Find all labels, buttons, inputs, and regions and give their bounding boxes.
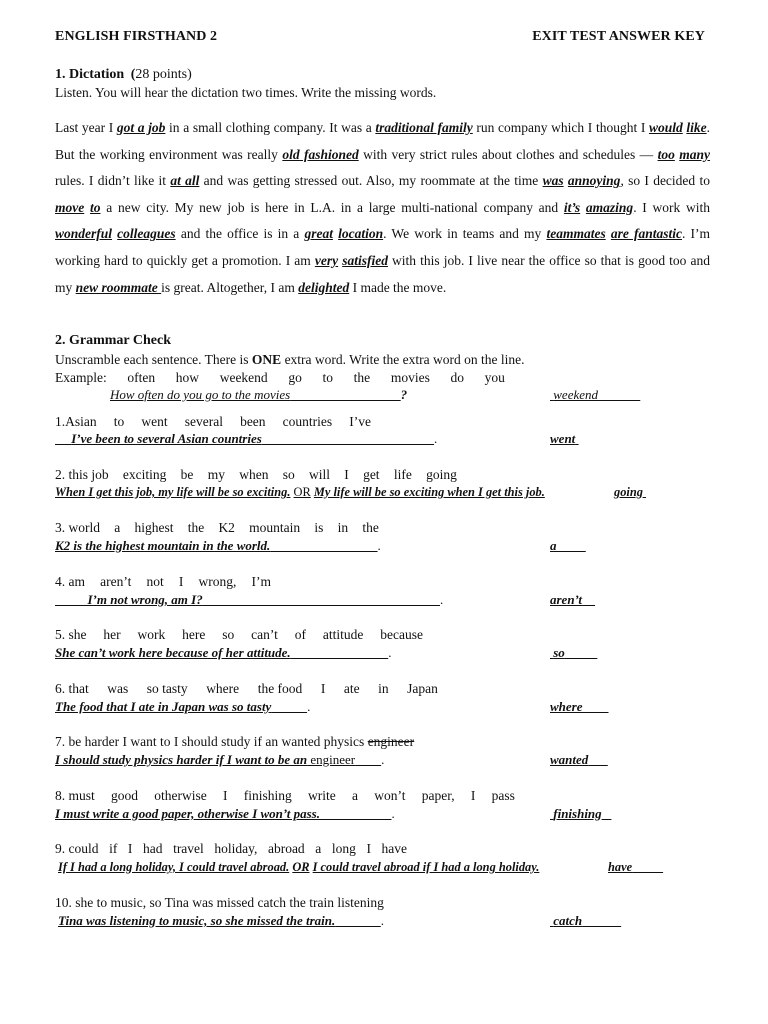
item-1-answer: I’ve been to several Asian countries .: [71, 431, 438, 446]
item-9-scrambled: 9. could if I had travel holiday, abroad a long I have: [55, 841, 407, 856]
dictation-answer: very: [314, 252, 339, 268]
dictation-text: with this job. I live near the office so that is good too and my: [55, 252, 711, 295]
dictation-answer: it’s: [563, 199, 581, 215]
item-4-answer: I’m not wrong, am I? .: [87, 592, 444, 607]
dictation-text: . I work with: [633, 199, 711, 215]
item-8-scrambled: 8. must good otherwise I finishing write a won’t paper, I pass: [55, 788, 515, 803]
item-4-scrambled: 4. am aren’t not I wrong, I’m: [55, 574, 271, 589]
item-5-answer: She can’t work here because of her attitude. .: [55, 645, 392, 660]
item-7-extra-word: wanted: [550, 752, 589, 767]
item-5-scrambled: 5. she her work here so can’t of attitude because: [55, 627, 423, 642]
dictation-answer: traditional family: [375, 120, 473, 135]
section-1-points: 28 points): [135, 67, 192, 82]
dictation-answer: was: [542, 173, 564, 189]
example-scrambled: Example: often how weekend go to the movies do you: [55, 370, 505, 385]
item-10-answer: Tina was listening to music, so she missed the train. .: [58, 913, 385, 928]
section-2-heading: 2. Grammar Check: [55, 333, 171, 348]
dictation-answer: old fashioned: [282, 146, 359, 162]
dictation-text: rules. I didn’t like it: [55, 173, 171, 189]
item-7-scrambled: 7. be harder I want to I should study if an wanted physics engineer: [55, 734, 415, 749]
dictation-text: run company which I thought I: [472, 120, 649, 135]
item-6-scrambled: 6. that was so tasty where the food I ate in Japan: [55, 681, 438, 696]
dictation-text: with very strict rules about clothes and schedules —: [358, 146, 658, 162]
dictation-text: and the office is in a: [175, 226, 305, 242]
dictation-paragraph: [55, 115, 710, 301]
dictation-answer: move: [55, 199, 85, 215]
item-2-extra-word: going: [614, 485, 643, 499]
dictation-answer: like: [686, 120, 707, 135]
dictation-answer: great: [304, 226, 333, 242]
item-1-scrambled: 1.Asian to went several been countries I’ve: [55, 414, 371, 429]
item-9-answer: If I had a long holiday, I could travel abroad. OR I could travel abroad if I had a long holiday.: [58, 860, 540, 874]
item-6-extra-word: where: [550, 699, 583, 714]
dictation-answer: wonderful: [55, 226, 113, 242]
section-2-instruction: Unscramble each sentence. There is ONE extra word. Write the extra word on the line.: [55, 352, 525, 367]
document-title: EXIT TEST ANSWER KEY: [532, 29, 705, 44]
example-answer: How often do you go to the movies ?: [110, 387, 408, 402]
item-6-answer: The food that I ate in Japan was so tasty .: [55, 699, 311, 714]
item-10-extra-word: catch: [553, 913, 583, 928]
dictation-text: . I’m working hard to quickly get a promotion. I am: [55, 226, 711, 268]
item-2-answer: When I get this job, my life will be so exciting. OR My life will be so exciting when I get this job.: [55, 485, 545, 499]
dictation-text: in a small clothing company. It was a: [165, 120, 376, 135]
item-9-extra-word: have: [608, 860, 633, 874]
dictation-text: Last year I: [55, 120, 117, 135]
item-3-answer: K2 is the highest mountain in the world. .: [55, 538, 381, 553]
item-3-scrambled: 3. world a highest the K2 mountain is in the: [55, 520, 379, 535]
dictation-answer: to: [90, 199, 101, 215]
item-5-extra-word: so: [553, 645, 565, 660]
dictation-answer: annoying: [567, 173, 621, 189]
dictation-answer: satisfied: [342, 252, 388, 268]
item-10-scrambled: 10. she to music, so Tina was missed catch the train listening: [55, 895, 384, 910]
dictation-text: . We work in teams and my: [383, 226, 547, 242]
example-extra-word: weekend: [553, 387, 599, 402]
dictation-answer: location: [338, 226, 384, 242]
dictation-answer: colleagues: [117, 226, 176, 242]
section-1-title: Dictation: [69, 67, 125, 82]
book-title: ENGLISH FIRSTHAND 2: [55, 29, 218, 44]
dictation-answer: many: [679, 146, 711, 162]
dictation-text: and was getting stressed out. Also, my roommate at the time: [199, 173, 543, 189]
item-2-scrambled: 2. this job exciting be my when so will I get life going: [55, 467, 457, 482]
dictation-text: is great. Altogether, I am: [161, 279, 299, 295]
item-1-extra-word: went: [550, 431, 576, 446]
item-3-extra-word: a: [550, 538, 557, 553]
item-7-answer: I should study physics harder if I want to be an engineer .: [55, 752, 385, 767]
dictation-answer: are fantastic: [610, 226, 683, 242]
dictation-answer: got a job: [116, 120, 166, 135]
dictation-answer: teammates: [546, 226, 606, 242]
dictation-text: . But the working environment was really: [55, 120, 710, 162]
item-8-extra-word: finishing: [553, 806, 602, 821]
dictation-answer: at all: [170, 173, 200, 189]
dictation-text: I made the move.: [349, 279, 447, 295]
dictation-text: a new city. My new job is here in L.A. in a large multi-national company and: [100, 199, 564, 215]
dictation-text: , so I decided to: [620, 173, 710, 189]
item-4-extra-word: aren’t: [550, 592, 583, 607]
section-1-heading: 1. Dictation (28 points): [55, 67, 192, 82]
dictation-answer: would: [648, 120, 683, 135]
dictation-answer: delighted: [298, 279, 350, 295]
dictation-answer: amazing: [585, 199, 634, 215]
item-8-answer: I must write a good paper, otherwise I won’t pass. .: [55, 806, 395, 821]
section-1-instruction: Listen. You will hear the dictation two times. Write the missing words.: [55, 85, 437, 100]
dictation-answer: too: [657, 146, 675, 162]
dictation-answer: new roommate: [75, 279, 162, 295]
